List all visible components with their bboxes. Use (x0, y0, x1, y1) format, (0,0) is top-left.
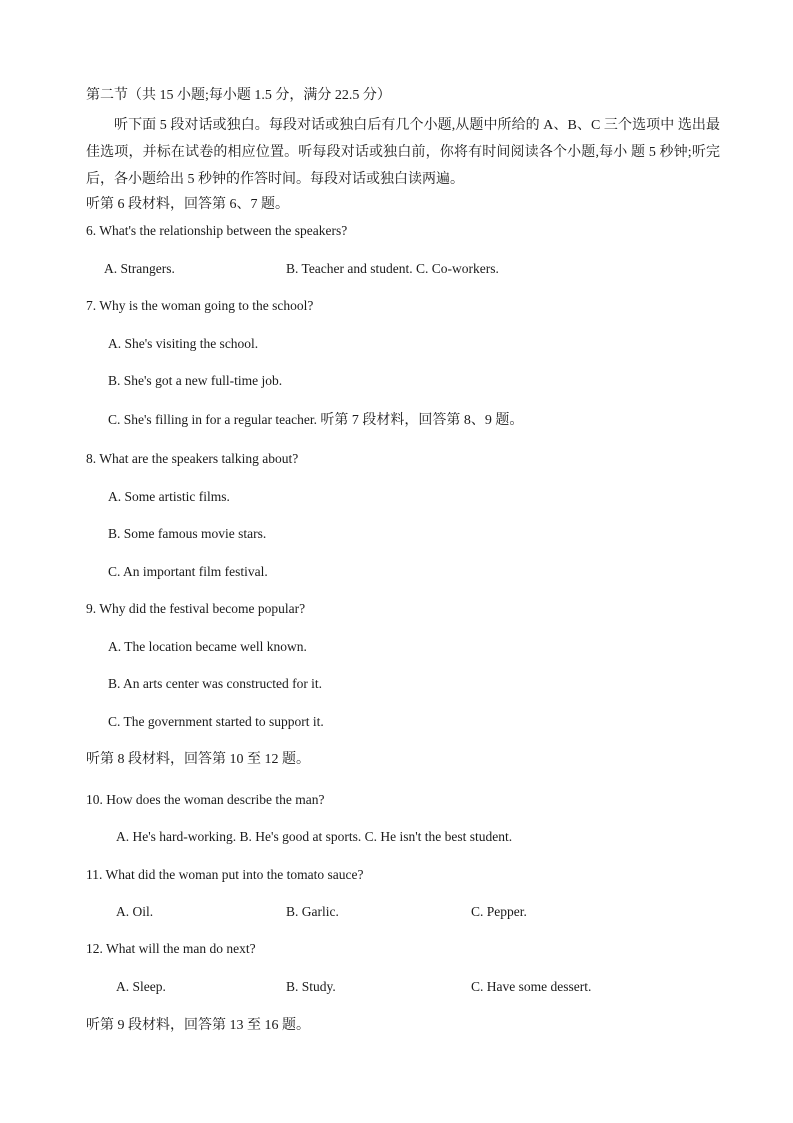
q7-option-b: B. She's got a new full-time job. (108, 373, 283, 388)
section-header: 第二节（共 15 小题;每小题 1.5 分，满分 22.5 分） (86, 88, 391, 103)
q10-question: 10. How does the woman describe the man? (86, 792, 325, 807)
q8-option-b: B. Some famous movie stars. (108, 526, 267, 541)
q12-option-b: B. Study. (286, 979, 336, 994)
material-8-heading: 听第 8 段材料，回答第 10 至 12 题。 (86, 752, 310, 767)
q11-option-a: A. Oil. (116, 904, 154, 919)
q8-question: 8. What are the speakers talking about? (86, 451, 299, 466)
material-7-heading: 听第 7 段材料，回答第 8、9 题。 (320, 413, 524, 428)
q6-option-a: A. Strangers. (104, 261, 175, 276)
q11-option-b: B. Garlic. (286, 904, 339, 919)
q12-option-c: C. Have some dessert. (471, 979, 592, 994)
q7-question: 7. Why is the woman going to the school? (86, 298, 314, 313)
q8-option-c: C. An important film festival. (108, 564, 268, 579)
q9-question: 9. Why did the festival become popular? (86, 601, 306, 616)
q9-option-a: A. The location became well known. (108, 639, 307, 654)
q12-option-a: A. Sleep. (116, 979, 166, 994)
q7-option-c-line (108, 411, 523, 430)
instructions-paragraph: 听下面 5 段对话或独白。每段对话或独白后有几个小题,从题中所给的 A、B、C 三个选项中 选出最佳选项，并标在试卷的相应位置。听每段对话或独白前，你将有时间阅读各个小题,每小 题 5 秒钟;听完后，各小题给出 5 秒钟的作答时间。每段对话或独白读两遍。 (86, 118, 720, 187)
q11-question: 11. What did the woman put into the tomato sauce? (86, 867, 364, 882)
q9-option-b: B. An arts center was constructed for it. (108, 676, 323, 691)
q11-option-c: C. Pepper. (471, 904, 527, 919)
material-6-heading: 听第 6 段材料，回答第 6、7 题。 (86, 197, 289, 212)
q6-options-bc: B. Teacher and student. C. Co-workers. (286, 261, 499, 276)
q12-question: 12. What will the man do next? (86, 941, 256, 956)
q9-option-c: C. The government started to support it. (108, 714, 324, 729)
q7-option-a: A. She's visiting the school. (108, 336, 259, 351)
q8-option-a: A. Some artistic films. (108, 489, 230, 504)
q6-question: 6. What's the relationship between the speakers? (86, 223, 348, 238)
material-9-heading: 听第 9 段材料，回答第 13 至 16 题。 (86, 1018, 310, 1033)
q10-options: A. He's hard-working. B. He's good at sports. C. He isn't the best student. (116, 829, 513, 844)
q7-option-c: C. She's filling in for a regular teacher. (108, 412, 317, 427)
